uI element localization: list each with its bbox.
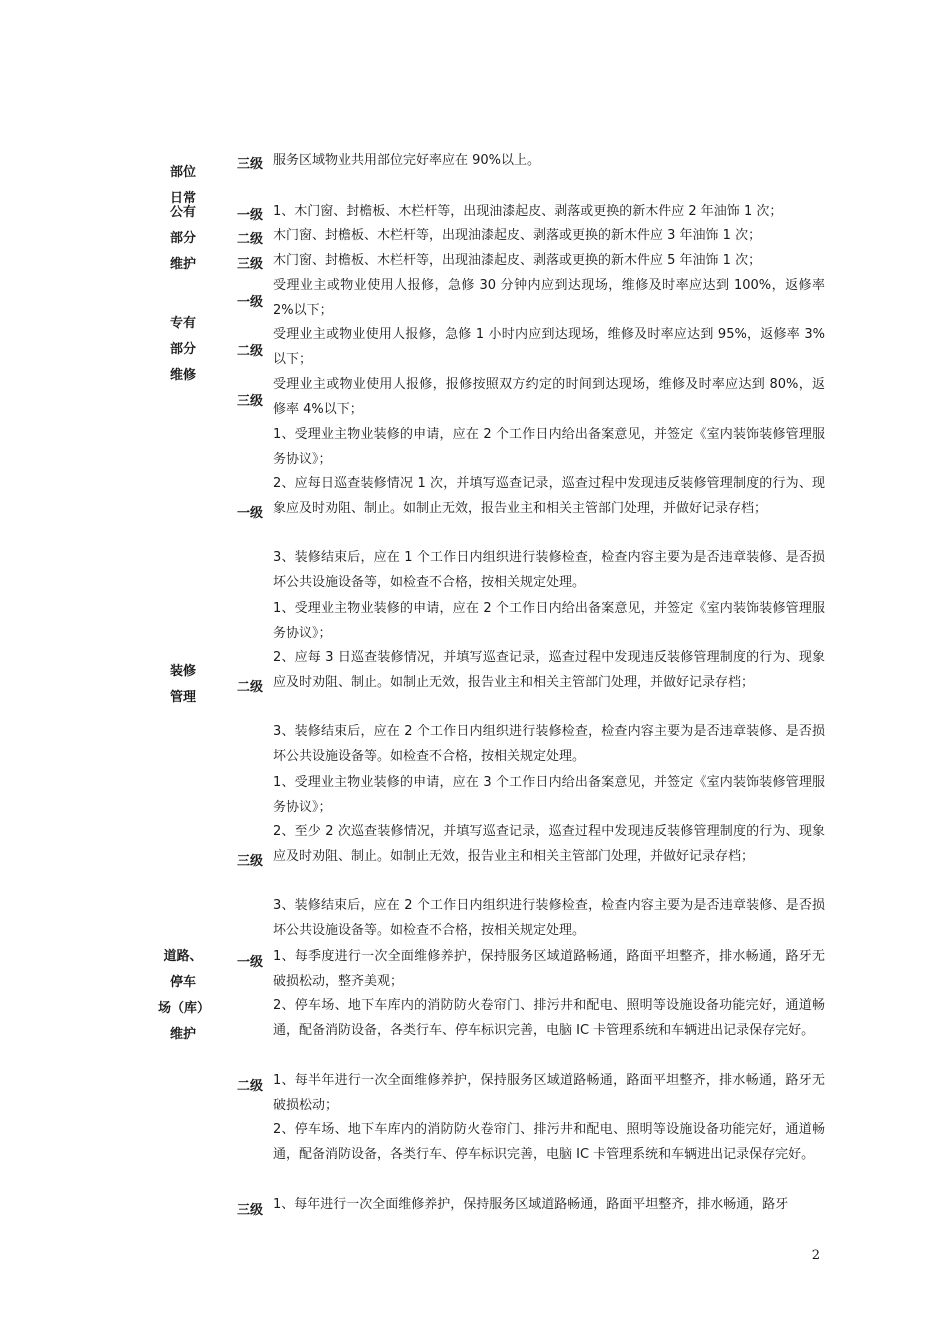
category-label: 部分 [169, 231, 196, 246]
category-label: 场（库） [158, 1001, 211, 1016]
requirement-text: 1、木门窗、封檐板、木栏杆等，出现油漆起皮、剥落或更换的新木件应 2 年油饰 1 次； [273, 204, 783, 219]
requirement-text: 2、停车场、地下车库内的消防防火卷帘门、排污井和配电、照明等设施设备功能完好，通道畅通，配备消防设备，各类行车、停车标识完善，电脑 IC 卡管理系统和车辆进出记录保存完好。 [273, 1122, 825, 1162]
category-label: 维护 [169, 257, 196, 272]
level-label: 一级 [236, 295, 263, 310]
category-label: 维修 [169, 368, 196, 383]
level-label: 三级 [236, 394, 263, 409]
requirement-text: 1、受理业主物业装修的申请，应在 3 个工作日内给出备案意见，并签定《室内装饰装修管理服务协议》； [273, 775, 825, 815]
requirement-text: 1、受理业主物业装修的申请，应在 2 个工作日内给出备案意见，并签定《室内装饰装修管理服务协议》； [273, 427, 825, 467]
requirement-text: 1、每半年进行一次全面维修养护，保持服务区域道路畅通，路面平坦整齐，排水畅通，路牙无破损松动； [273, 1073, 825, 1113]
category-label: 部分 [169, 342, 196, 357]
requirement-text: 1、每年进行一次全面维修养护，保持服务区域道路畅通，路面平坦整齐，排水畅通，路牙 [273, 1197, 789, 1212]
category-common-parts-maintenance [158, 160, 208, 278]
category-label: 日常 [169, 191, 196, 206]
category-label: 维护 [169, 1027, 196, 1042]
requirement-text: 2、应每日巡查装修情况 1 次，并填写巡查记录，巡查过程中发现违反装修管理制度的行为、现象应及时劝阻、制止。如制止无效，报告业主和相关主管部门处理，并做好记录存档； [273, 476, 825, 516]
requirement-text: 服务区域物业共用部位完好率应在 90%以上。 [273, 153, 541, 168]
category-label: 专有 [169, 316, 196, 331]
category-label: 道路、 [163, 949, 203, 964]
level-label: 三级 [236, 157, 263, 172]
category-decoration-management [158, 659, 208, 711]
requirement-text: 2、至少 2 次巡查装修情况，并填写巡查记录，巡查过程中发现违反装修管理制度的行为、现象应及时劝阻、制止。如制止无效，报告业主和相关主管部门处理，并做好记录存档； [273, 824, 825, 864]
requirement-text: 木门窗、封檐板、木栏杆等，出现油漆起皮、剥落或更换的新木件应 3 年油饰 1 次； [273, 228, 762, 243]
requirement-text: 受理业主或物业使用人报修，急修 30 分钟内应到达现场，维修及时率应达到 100%，返修率 2%以下； [273, 278, 825, 318]
category-label: 部位 [169, 165, 196, 180]
level-label: 二级 [236, 680, 263, 695]
level-label: 三级 [236, 1203, 263, 1218]
category-label: 装修 [169, 664, 196, 679]
requirement-text: 3、装修结束后，应在 2 个工作日内组织进行装修检查，检查内容主要为是否违章装修、是否损坏公共设施设备等。如检查不合格，按相关规定处理。 [273, 898, 825, 938]
requirement-text: 1、每季度进行一次全面维修养护，保持服务区域道路畅通，路面平坦整齐，排水畅通，路牙无破损松动，整齐美观； [273, 949, 825, 989]
requirement-text: 受理业主或物业使用人报修，急修 1 小时内应到达现场，维修及时率应达到 95%，返修率 3%以下； [273, 327, 825, 367]
category-label: 管理 [169, 690, 196, 705]
level-label: 二级 [236, 232, 263, 247]
level-label: 二级 [236, 1079, 263, 1094]
requirement-text: 2、停车场、地下车库内的消防防火卷帘门、排污井和配电、照明等设施设备功能完好，通道畅通，配备消防设备，各类行车、停车标识完善，电脑 IC 卡管理系统和车辆进出记录保存完好。 [273, 998, 825, 1038]
requirement-text: 木门窗、封檐板、木栏杆等，出现油漆起皮、剥落或更换的新木件应 5 年油饰 1 次； [273, 253, 762, 268]
level-label: 三级 [236, 257, 263, 272]
page-number: 2 [811, 1248, 820, 1263]
requirement-text: 1、受理业主物业装修的申请，应在 2 个工作日内给出备案意见，并签定《室内装饰装修管理服务协议》； [273, 601, 825, 641]
requirement-text: 3、装修结束后，应在 2 个工作日内组织进行装修检查，检查内容主要为是否违章装修、是否损坏公共设施设备等。如检查不合格，按相关规定处理。 [273, 724, 825, 764]
level-label: 二级 [236, 344, 263, 359]
requirement-text: 受理业主或物业使用人报修，报修按照双方约定的时间到达现场，维修及时率应达到 80%，返修率 4%以下； [273, 377, 825, 417]
category-label: 公有 [169, 205, 196, 220]
level-label: 一级 [236, 955, 263, 970]
requirement-text: 3、装修结束后，应在 1 个工作日内组织进行装修检查，检查内容主要为是否违章装修、是否损坏公共设施设备等，如检查不合格，按相关规定处理。 [273, 550, 825, 590]
category-road-parking-maintenance [158, 944, 211, 1048]
category-label: 停车 [169, 975, 196, 990]
level-label: 三级 [236, 854, 263, 869]
category-private-parts-repair [158, 311, 208, 389]
level-label: 一级 [236, 506, 263, 521]
requirement-text: 2、应每 3 日巡查装修情况，并填写巡查记录，巡查过程中发现违反装修管理制度的行为、现象应及时劝阻、制止。如制止无效，报告业主和相关主管部门处理，并做好记录存档； [273, 650, 825, 690]
level-label: 一级 [236, 208, 263, 223]
